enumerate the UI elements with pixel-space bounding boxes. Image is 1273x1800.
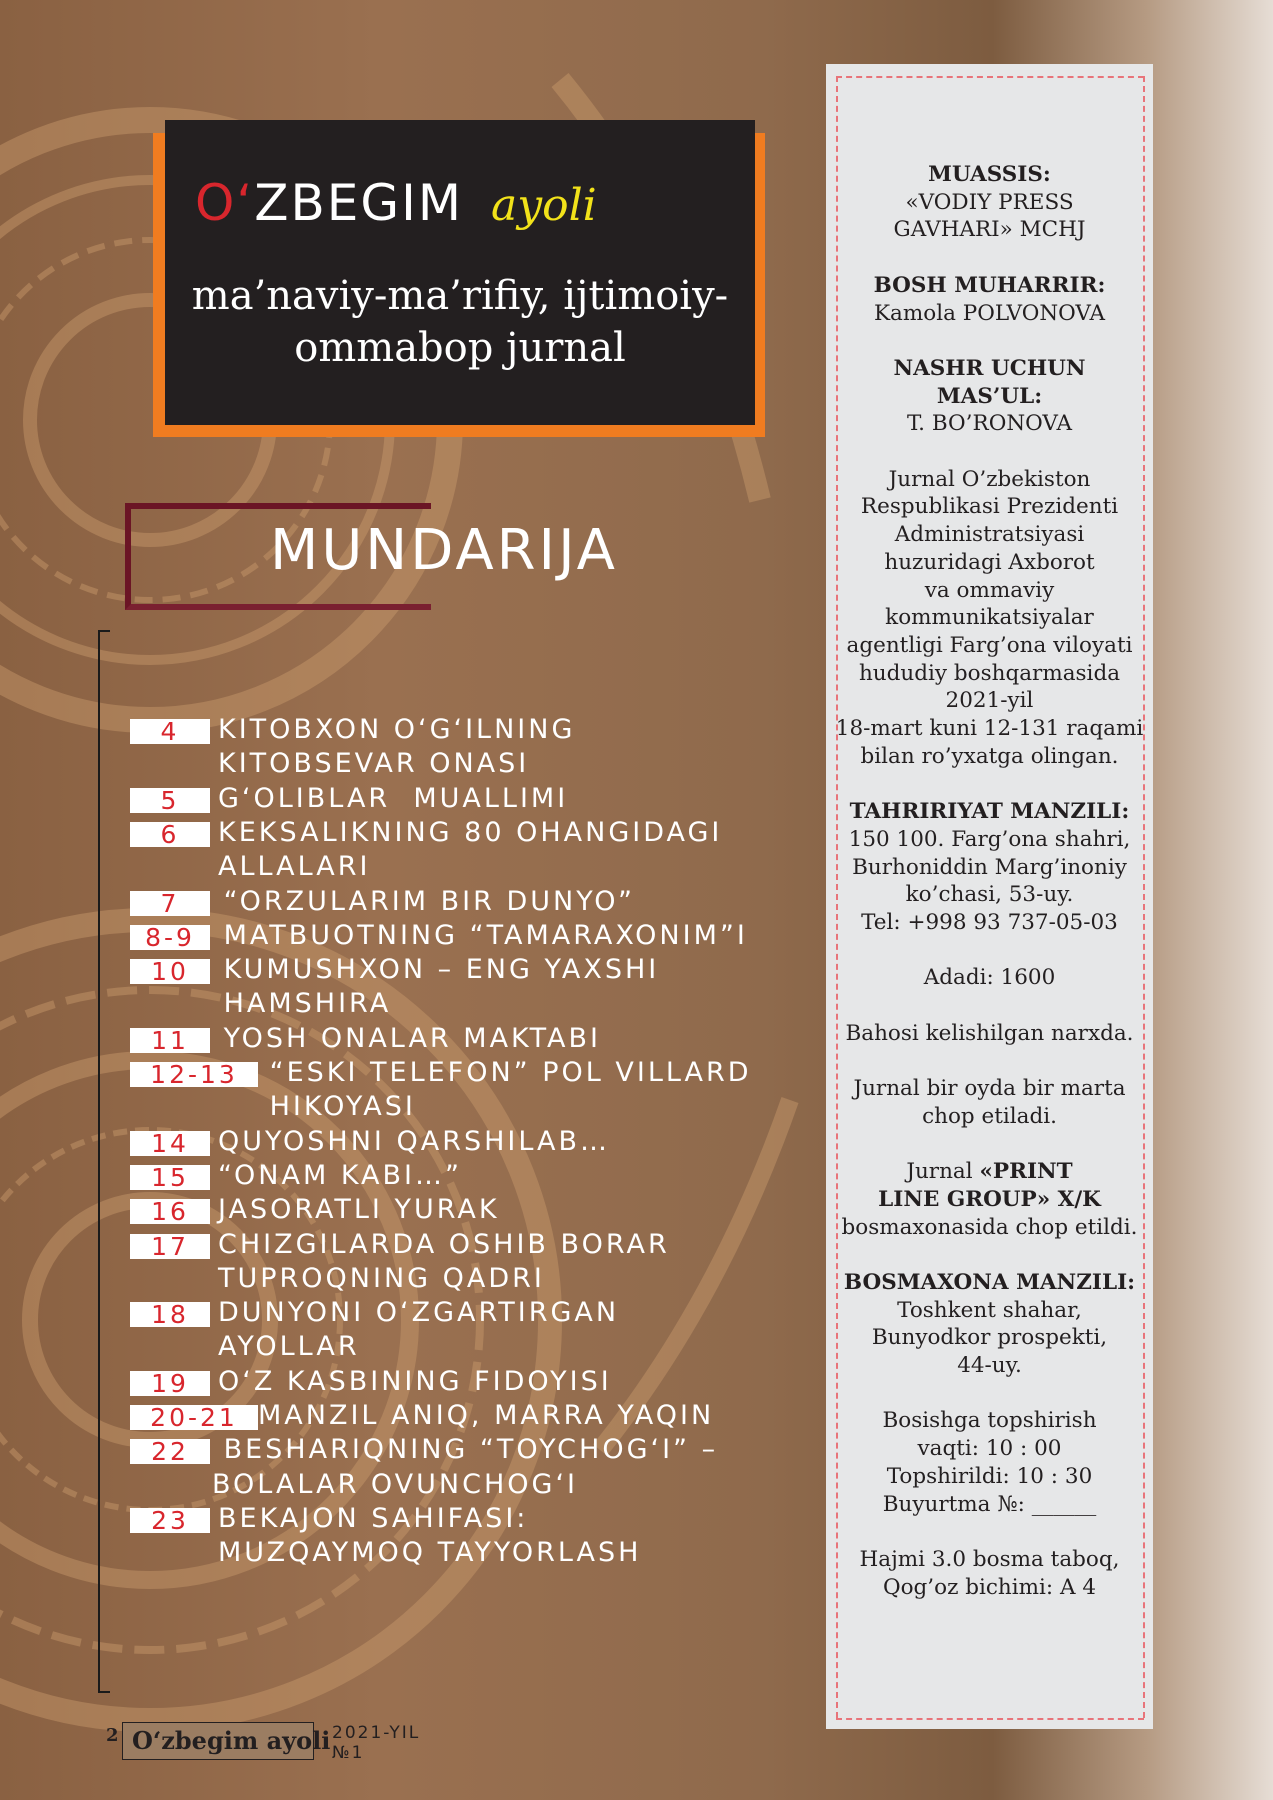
imprint-line: Burhoniddin Marg’inoniy — [852, 854, 1127, 880]
contents-item — [130, 1502, 830, 1571]
divider-tick — [98, 1691, 110, 1693]
page-number-badge: 8-9 — [130, 925, 210, 950]
page-number-badge: 16 — [130, 1199, 210, 1224]
editor-name: Kamola POLVONOVA — [874, 300, 1105, 326]
footer-issue-number: №1 — [332, 1743, 365, 1763]
page-number-badge: 19 — [130, 1371, 210, 1396]
imprint-line: Administratsiyasi — [894, 522, 1085, 548]
page-number-badge: 6 — [130, 822, 210, 847]
frequency-block — [826, 1075, 1153, 1130]
responsible-name: T. BO’RONOVA — [907, 411, 1072, 437]
contents-item-title: O‘Z KASBINING FIDOYISI — [218, 1365, 612, 1397]
page-number-badge: 18 — [130, 1302, 210, 1327]
contents-item — [130, 782, 830, 816]
contents-title: MUNDARIJA — [270, 518, 618, 583]
printer-name: «PRINT — [979, 1159, 1073, 1185]
contents-item-title: KUMUSHXON – ENG YAXSHI — [212, 954, 660, 986]
contents-item — [130, 1193, 830, 1227]
contents-item — [130, 1399, 830, 1433]
contents-item — [130, 919, 830, 953]
page-number-badge: 17 — [130, 1234, 210, 1259]
imprint-line: Buyurtma №: ______ — [882, 1491, 1097, 1517]
page-number-badge: 7 — [130, 891, 210, 916]
address-label: TAHRIRIYAT MANZILI: — [849, 799, 1130, 825]
contents-item-title: CHIZGILARDA OSHIB BORAR — [218, 1228, 670, 1260]
founder-label: MUASSIS: — [928, 162, 1051, 187]
contents-item — [130, 953, 830, 1022]
contents-item-title: BOLALAR OVUNCHOG‘I — [212, 1468, 578, 1500]
contents-item — [130, 1228, 830, 1297]
imprint-text — [826, 161, 1153, 1629]
contents-item — [130, 1296, 830, 1365]
imprint-line: ko’chasi, 53-uy. — [905, 882, 1074, 908]
logo-o: O‘ — [195, 174, 255, 232]
editor-label: BOSH MUHARRIR: — [873, 272, 1106, 298]
magazine-logo — [195, 174, 597, 232]
contents-item — [130, 885, 830, 919]
price-note: Bahosi kelishilgan narxda. — [845, 1020, 1134, 1046]
imprint-line: 2021-yil — [945, 688, 1034, 714]
imprint-line: Bosishga topshirish — [882, 1408, 1097, 1434]
contents-item-title: MUZQAYMOQ TAYYORLASH — [218, 1537, 642, 1569]
contents-item-title: DUNYONI O‘ZGARTIRGAN — [218, 1297, 620, 1329]
contents-item-title: HAMSHIRA — [212, 988, 392, 1020]
page-number-badge: 11 — [130, 1028, 210, 1053]
printer-address-block — [826, 1269, 1153, 1380]
imprint-line: Jurnal O’zbekiston — [888, 466, 1091, 492]
contents-item — [130, 1056, 830, 1125]
page-number-badge: 22 — [130, 1439, 210, 1464]
page-number-badge: 10 — [130, 959, 210, 984]
imprint-line: Topshirildi: 10 : 30 — [886, 1463, 1093, 1489]
page-number-badge: 23 — [130, 1508, 210, 1533]
registration-block — [826, 466, 1153, 771]
imprint-line: hududiy boshqarmasida — [858, 660, 1121, 686]
contents-item — [130, 713, 830, 782]
founder-block — [826, 161, 1153, 244]
page-number-badge: 4 — [130, 719, 210, 744]
imprint-line: Hajmi 3.0 bosma taboq, — [859, 1546, 1120, 1572]
contents-item-title: KITOBXON O‘G‘ILNING — [218, 714, 576, 745]
printer-text: bosmaxonasida chop etildi. — [841, 1214, 1138, 1240]
contents-item — [130, 1159, 830, 1193]
founder-name: GAVHARI» MCHJ — [893, 217, 1086, 243]
footer-year: 2021-YIL — [332, 1723, 421, 1743]
masthead-subtitle — [165, 270, 755, 374]
contents-item-title: QUYOSHNI QARSHILAB… — [218, 1125, 611, 1157]
founder-name: «VODIY PRESS — [905, 189, 1074, 215]
imprint-line: 18-mart kuni 12-131 raqami — [835, 716, 1144, 742]
address-block — [826, 798, 1153, 937]
subtitle-line: ma’naviy-ma’rifiy, ijtimoiy- — [191, 273, 729, 319]
contents-item — [130, 1365, 830, 1399]
logo-ayoli: ayoli — [491, 180, 597, 231]
contents-item-title: “ESKI TELEFON” POL VILLARD — [258, 1057, 752, 1088]
divider-tick — [98, 630, 110, 632]
imprint-line: vaqti: 10 : 00 — [917, 1436, 1062, 1462]
imprint-line: kommunikatsiyalar — [885, 605, 1094, 631]
responsible-label: NASHR UCHUN — [893, 355, 1086, 381]
imprint-line: huzuridagi Axborot — [884, 549, 1095, 575]
frequency-text: chop etiladi. — [922, 1103, 1057, 1129]
imprint-line: Qog’oz bichimi: A 4 — [882, 1574, 1097, 1600]
page-number-badge: 20-21 — [130, 1405, 258, 1430]
contents-item-title: MATBUOTNING “TAMARAXONIM”I — [212, 919, 748, 951]
printer-address-label: BOSMAXONA MANZILI: — [843, 1269, 1136, 1295]
imprint-line: va ommaviy — [924, 577, 1055, 603]
page-number-badge: 15 — [130, 1165, 210, 1190]
contents-item-title: “ORZULARIM BIR DUNYO” — [212, 885, 635, 917]
imprint-line: Respublikasi Prezidenti — [860, 494, 1119, 520]
page-number: 2 — [106, 1725, 119, 1746]
page-number-badge: 5 — [130, 788, 210, 813]
contents-item-title: “ONAM KABI…” — [218, 1159, 462, 1191]
dashed-border — [836, 1718, 1144, 1720]
editor-block — [826, 272, 1153, 327]
dashed-border — [836, 76, 1144, 78]
contents-item-title: ALLALARI — [218, 851, 371, 883]
printer-text: Jurnal — [906, 1159, 980, 1185]
circulation: Adadi: 1600 — [923, 965, 1056, 991]
printer-block — [826, 1158, 1153, 1241]
imprint-line: Bunyodkor prospekti, — [871, 1325, 1108, 1351]
imprint-line: Toshkent shahar, — [897, 1297, 1082, 1323]
contents-item-title: YOSH ONALAR MAKTABI — [212, 1022, 601, 1054]
contents-item — [130, 1022, 830, 1056]
printer-name: LINE GROUP» X/K — [878, 1186, 1101, 1212]
contents-item-title: G‘OLIBLAR MUALLIMI — [218, 782, 569, 814]
footer-brand: O‘zbegim ayoli — [132, 1726, 331, 1755]
contents-item — [130, 816, 830, 885]
imprint-line: 150 100. Farg’ona shahri, — [848, 826, 1131, 852]
subtitle-line: ommabop jurnal — [294, 325, 626, 371]
contents-item-title: KEKSALIKNING 80 OHANGIDAGI — [218, 816, 723, 848]
divider-line — [98, 630, 100, 1693]
contents-item-title: TUPROQNING QADRI — [218, 1262, 545, 1294]
size-block — [826, 1546, 1153, 1601]
footer-issue — [332, 1723, 420, 1763]
page-number-badge: 12-13 — [130, 1062, 258, 1087]
contents-item-title: BESHARIQNING “TOYCHOG‘I” – — [212, 1434, 719, 1466]
contents-item-title: HIKOYASI — [258, 1091, 416, 1123]
schedule-block — [826, 1407, 1153, 1518]
contents-item-title: BEKAJON SAHIFASI: — [218, 1502, 529, 1534]
imprint-line: bilan ro’yxatga olingan. — [860, 743, 1119, 769]
responsible-block — [826, 355, 1153, 438]
masthead — [165, 120, 755, 425]
contents-item — [130, 1125, 830, 1159]
contents-item-title: JASORATLI YURAK — [218, 1194, 500, 1226]
responsible-label: MAS’UL: — [936, 383, 1043, 409]
imprint-line: Tel: +998 93 737-05-03 — [861, 909, 1118, 935]
contents-item-title: MANZIL ANIQ, MARRA YAQIN — [258, 1400, 715, 1431]
imprint-line: agentligi Farg’ona viloyati — [846, 632, 1133, 658]
contents-item-title: AYOLLAR — [218, 1331, 360, 1363]
contents-item-title: KITOBSEVAR ONASI — [218, 748, 530, 780]
frequency-text: Jurnal bir oyda bir marta — [853, 1076, 1126, 1102]
contents-item — [130, 1433, 830, 1502]
imprint-line: 44-uy. — [957, 1353, 1022, 1379]
page-number-badge: 14 — [130, 1131, 210, 1156]
logo-zbegim: ZBEGIM — [254, 174, 464, 232]
